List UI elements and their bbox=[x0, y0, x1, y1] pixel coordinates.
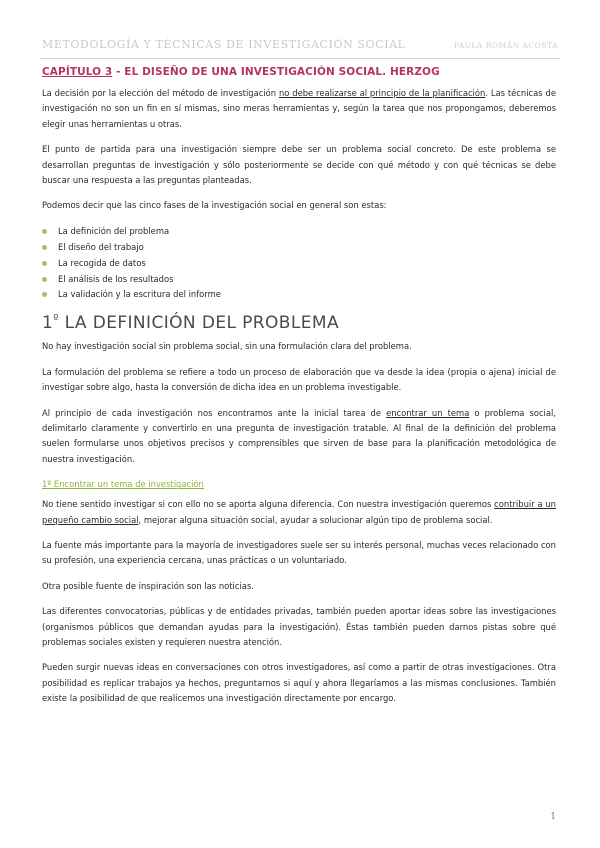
section-number: 1 bbox=[42, 313, 54, 334]
subsection-paragraph-2: La fuente más importante para la mayoría de investigadores suele ser su interés personal, muchas veces relacionado con su profesión, una experiencia cercana, unas prácticas o un voluntariado. bbox=[42, 540, 556, 566]
bullet-icon bbox=[42, 261, 47, 266]
list-item bbox=[42, 240, 556, 256]
list-item-label: La definición del problema bbox=[58, 225, 170, 236]
page-header bbox=[40, 38, 560, 59]
intro-paragraph-3: Podemos decir que las cinco fases de la investigación social en general son estas: bbox=[42, 200, 387, 211]
bullet-icon bbox=[42, 277, 47, 282]
text-run: , mejorar alguna situación social, ayudar a solucionar algún tipo de problema social. bbox=[138, 514, 493, 525]
subsection-heading: 1º Encontrar un tema de investigación bbox=[42, 479, 204, 490]
section-ordinal: º bbox=[53, 312, 59, 326]
chapter-heading bbox=[42, 66, 556, 78]
underlined-text: no debe realizarse al principio de la planificación bbox=[278, 88, 486, 98]
list-item-label: La recogida de datos bbox=[58, 257, 146, 268]
header-course-title: METODOLOGÍA Y TÉCNICAS DE INVESTIGACIÓN SOCIAL bbox=[42, 38, 406, 51]
page-number: 1 bbox=[550, 812, 556, 822]
intro-paragraph-2: El punto de partida para una investigación siempre debe ser un problema social concreto. De este problema se desarrollan preguntas de investigación y sólo posteriormente se decide con qué método y con qué técnicas se debe buscar una respuesta a las preguntas planteadas. bbox=[42, 144, 556, 186]
bullet-icon bbox=[42, 245, 47, 250]
chapter-title: - EL DISEÑO DE UNA INVESTIGACIÓN SOCIAL. HERZOG bbox=[112, 66, 440, 78]
text-run: . Las técnicas de investigación no son un fin en sí mismas, sino meras herramientas y, según la tarea que nos propongamos, deberemos elegir unas herramientas u otras. bbox=[42, 88, 556, 129]
list-item bbox=[42, 256, 556, 272]
section-heading bbox=[42, 313, 556, 333]
section-paragraph-3 bbox=[42, 406, 556, 468]
phases-list bbox=[42, 224, 556, 304]
list-item-label: La validación y la escritura del informe bbox=[58, 289, 221, 300]
subsection-paragraph-3: Otra posible fuente de inspiración son las noticias. bbox=[42, 580, 254, 591]
text-run: Al principio de cada investigación nos encontramos ante la inicial tarea de bbox=[42, 407, 387, 418]
subsection-paragraph-5: Pueden surgir nuevas ideas en conversaciones con otros investigadores, así como a partir de otras investigaciones. Otra posibilidad es replicar trabajos ya hechos, preguntarnos si aquí y ahora llegaríamos a las mismas conclusiones. También existe la posibilidad de que realicemos una investigación directamente por encargo. bbox=[42, 662, 556, 704]
list-item-label: El diseño del trabajo bbox=[58, 241, 144, 252]
underlined-text: contribuir a un pequeño cambio social bbox=[42, 499, 556, 525]
section-paragraph-1: No hay investigación social sin problema social, sin una formulación clara del problema. bbox=[42, 341, 412, 352]
list-item bbox=[42, 272, 556, 288]
bullet-icon bbox=[42, 229, 47, 234]
list-item-label: El análisis de los resultados bbox=[58, 273, 174, 284]
chapter-label: CAPÍTULO 3 bbox=[42, 66, 113, 78]
subsection-paragraph-1 bbox=[42, 497, 556, 528]
section-paragraph-2: La formulación del problema se refiere a todo un proceso de elaboración que va desde la idea (propia o ajena) inicial de investigar sobre algo, hasta la conversión de dicha idea en un problema investigable. bbox=[42, 366, 556, 393]
section-title: LA DEFINICIÓN DEL PROBLEMA bbox=[58, 313, 339, 334]
header-author: PAULA ROMÁN ACOSTA bbox=[453, 41, 558, 50]
page-content bbox=[42, 66, 556, 717]
text-run: o problema social, delimitarlo claramente y convertirlo en una pregunta de investigación tratable. Al final de la definición del problema suelen formularse unos objetivos precisos y comprensibles que sirven de base para la planificación metodológica de nuestra investigación. bbox=[42, 407, 556, 464]
bullet-icon bbox=[42, 292, 47, 297]
text-run: No tiene sentido investigar si con ello no se aporta alguna diferencia. Con nuestra investigación queremos bbox=[42, 499, 495, 510]
underlined-text: encontrar un tema bbox=[386, 407, 470, 418]
list-item bbox=[42, 287, 556, 303]
list-item bbox=[42, 224, 556, 240]
text-run: La decisión por la elección del método de investigación bbox=[42, 88, 279, 98]
subsection-paragraph-4: Las diferentes convocatorias, públicas y de entidades privadas, también pueden aportar ideas sobre las investigaciones (organismos públicos que demandan ayudas para la investigación). Éstas también pueden darnos pistas sobre qué problemas sociales existen y requieren nuestra atención. bbox=[42, 606, 556, 648]
intro-paragraph-1 bbox=[42, 86, 556, 132]
